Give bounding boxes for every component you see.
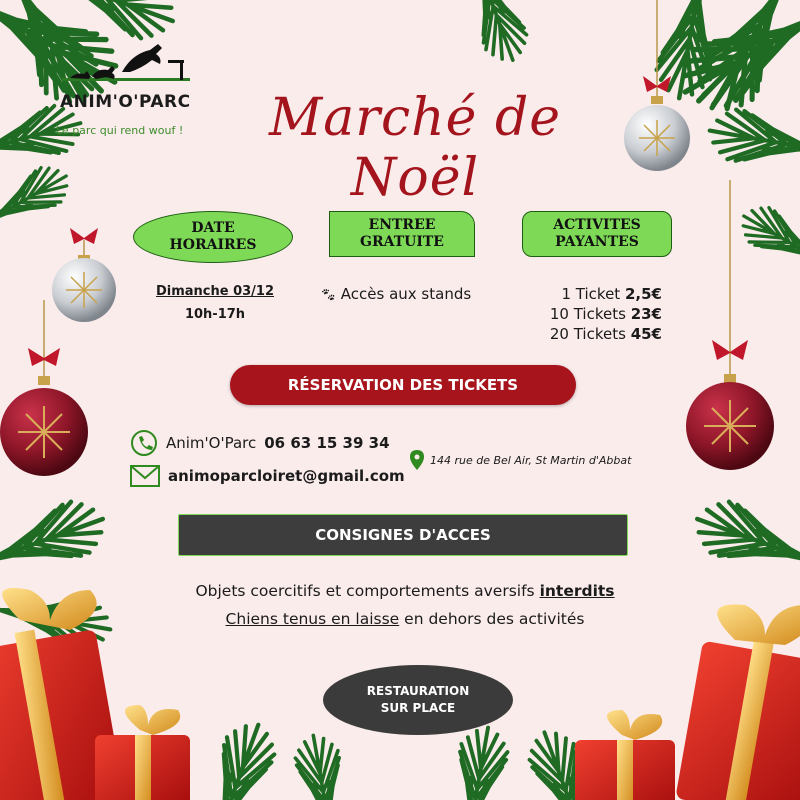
- rule-line-2: [120, 610, 690, 628]
- page-title: Marché de Noël: [268, 88, 562, 208]
- contact-name: Anim'O'Parc: [166, 434, 257, 452]
- price-label: 10 Tickets: [549, 305, 626, 323]
- logo-tagline: Le parc qui rend wouf !: [56, 124, 184, 137]
- price-value: 23€: [630, 305, 662, 323]
- location-pin-icon: [410, 450, 424, 470]
- activities-label-line1: ACTIVITES: [553, 217, 641, 233]
- price-value: 45€: [630, 325, 662, 343]
- price-label: 20 Tickets: [549, 325, 626, 343]
- date-hours-label: [133, 211, 293, 263]
- ornament-silver-left: [52, 228, 116, 322]
- date-label-line2: HORAIRES: [169, 237, 257, 253]
- address: [410, 450, 631, 470]
- phone-number: 06 63 15 39 34: [264, 434, 390, 452]
- phone-contact: [130, 430, 390, 456]
- food-line2: SUR PLACE: [380, 701, 456, 715]
- ornament-red-right: [686, 180, 774, 470]
- stands-access: [320, 285, 500, 303]
- entry-label-line2: GRATUITE: [360, 234, 444, 250]
- rule-line-1: [120, 582, 690, 600]
- paw-icon: 🐾︎: [320, 288, 337, 303]
- ornament-red-left: [0, 300, 88, 476]
- price-label: 1 Ticket: [561, 285, 621, 303]
- pine-branch-top-left: [0, 0, 182, 237]
- access-rules-heading: CONSIGNES D'ACCES: [178, 514, 628, 556]
- email-address: animoparcloiret@gmail.com: [168, 467, 405, 485]
- logo-name: ANIM'O'PARC: [60, 92, 191, 112]
- email-contact: [130, 463, 405, 489]
- food-on-site-badge: [323, 665, 513, 735]
- rule1-text: Objets coercitifs et comportements aversifs: [195, 582, 535, 600]
- gift-bottom-right: [575, 604, 800, 800]
- free-entry-label: [329, 211, 475, 257]
- event-date: Dimanche 03/12: [155, 284, 275, 299]
- mail-icon: [130, 465, 160, 487]
- phone-icon: [130, 429, 158, 457]
- entry-label-line1: ENTREE: [368, 217, 436, 233]
- rule1-emphasis: interdits: [539, 582, 615, 600]
- rule2-text: en dehors des activités: [404, 610, 585, 628]
- ticket-prices: [520, 284, 662, 344]
- price-row: [520, 304, 662, 324]
- price-row: [520, 324, 662, 344]
- rule2-emphasis: Chiens tenus en laisse: [225, 610, 400, 628]
- food-line1: RESTAURATION: [366, 684, 470, 698]
- date-label-line1: DATE: [191, 220, 235, 236]
- price-row: [520, 284, 662, 304]
- stands-text: Accès aux stands: [340, 285, 472, 303]
- event-hours: 10h-17h: [184, 307, 246, 322]
- paid-activities-label: [522, 211, 672, 257]
- ticket-reservation-banner: RÉSERVATION DES TICKETS: [230, 365, 576, 405]
- price-value: 2,5€: [624, 285, 662, 303]
- activities-label-line2: PAYANTES: [555, 234, 639, 250]
- address-text: 144 rue de Bel Air, St Martin d'Abbat: [430, 453, 632, 467]
